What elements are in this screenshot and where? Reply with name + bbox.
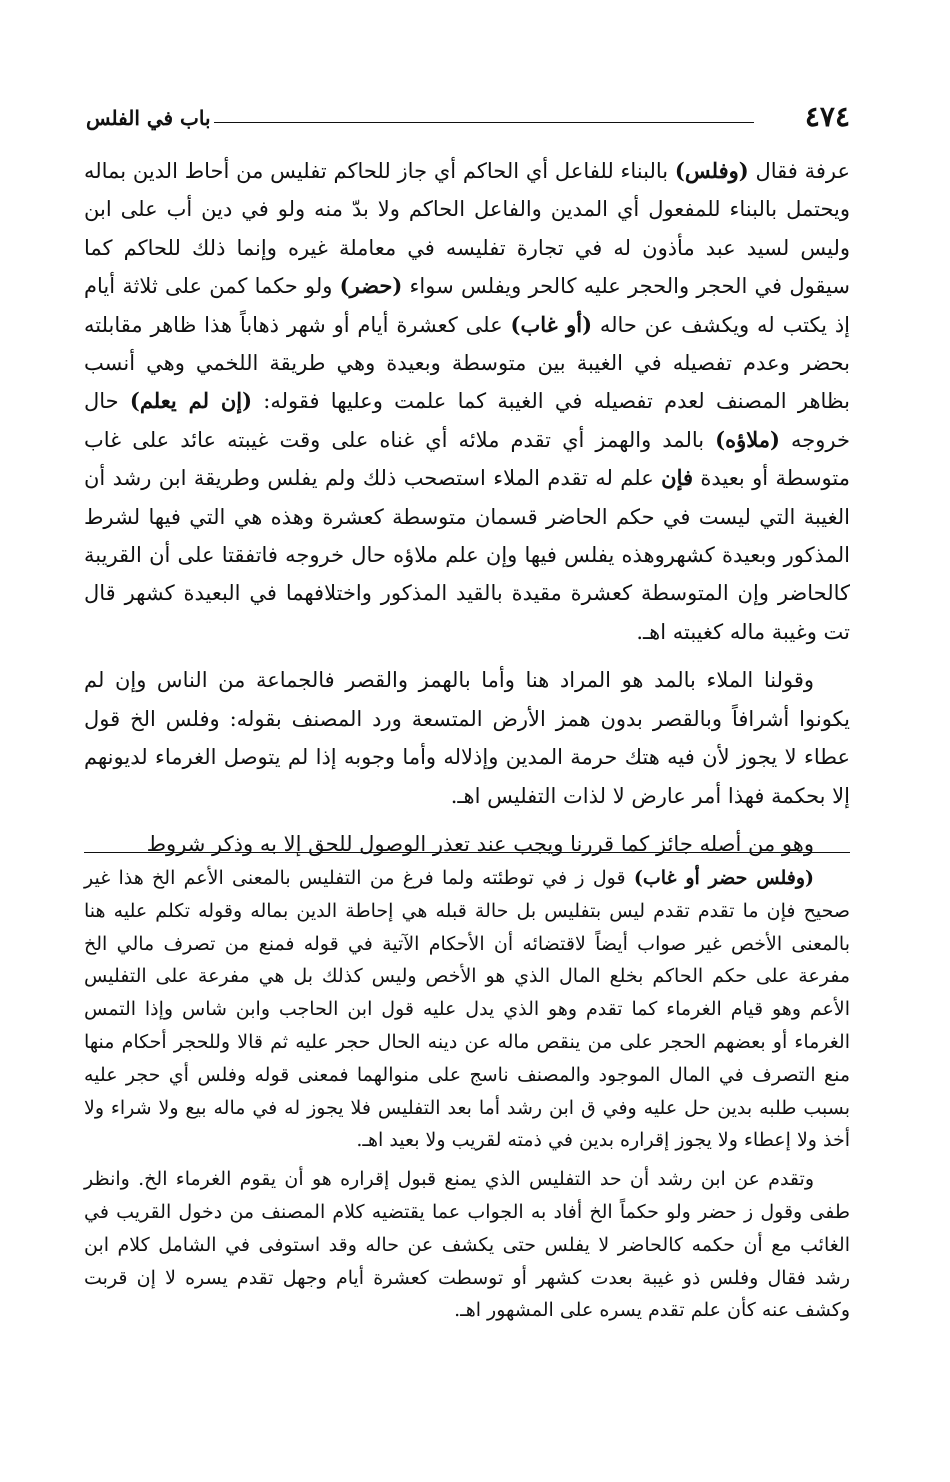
footnote-1 (84, 862, 850, 1157)
matn-term: (إن لم يعلم) (129, 388, 253, 414)
footnote-separator (84, 852, 850, 853)
page-number: ٤٧٤ (804, 100, 850, 133)
text-run: علم له تقدم الملاء استصحب ذلك ولم يفلس وطريقة ابن رشد أن الغيبة التي ليست في حكم الحاضر قسمان متوسطة كعشرة وهذه هي التي فيها لشرط المذكور وبعيدة كشهروهذه يفلس فيها وإن علم ملاؤه حال خروجه فاتفقتا على أن القريبة كالحاضر وإن المتوسطة كعشرة مقيدة بالقيد المذكور واختلافهما في البعيدة كشهر قال تت وغيبة ماله كغيبته اهـ. (84, 466, 850, 644)
text-run: ولو حكما كمن على ثلاثة أيام إذ يكتب له ويكشف عن حاله (84, 274, 851, 337)
footnote-text: قول ز في توطئته ولما فرغ من التفليس بالمعنى الأعم الخ هذا غير صحيح فإن ما تقدم تقدم ليس بتفليس بل حالة قبله هي إحاطة الدين بماله وقوله تكلم عليه هنا بالمعنى الأخص غير صواب أيضاً لاقتضائه أن الأحكام الآتية في قوله فمنع من تصرف مالي الخ مفرعة على حكم الحاكم بخلع المال الذي هو الأخص وليس كذلك بل هي مفرعة على التفليس الأعم وهو قيام الغرماء كما تقدم وهو الذي يدل عليه قول ابن الحاجب وابن شاس وإذا التمس الغرماء أو بعضهم الحجر على من ينقص ماله عن دينه الحال حجر عليه ثم قالا وللحجر أحكام منها منع التصرف في المال الموجود والمصنف ناسج على منوالهما فمعنى قوله وفلس أي حجر عليه بسبب طلبه بدين حل عليه وفي ق ابن رشد أما بعد التفليس فلا يجوز له في ماله بيع ولا شراء ولا أخذ ولا إعطاء ولا يجوز إقراره بدين في ذمته لقريب ولا بعيد اهـ. (84, 867, 850, 1152)
footnote-2: وتقدم عن ابن رشد أن حد التفليس الذي يمنع قبول إقراره هو أن يقوم الغرماء الخ. وانظر طفى وقول ز حضر ولو حكماً الخ أفاد به الجواب عما يقتضيه كلام المصنف من دخول القريب في الغائب مع أن حكمه كالحاضر لا يفلس حتى يكشف عن حاله وقد استوفى في الشامل كلام ابن رشد فقال وفلس ذو غيبة بعدت كشهر أو توسطت كعشرة أيام وجهل تقدم يسره لا إن قربت وكشف عنه كأن علم تقدم يسره على المشهور اهـ. (84, 1168, 850, 1322)
matn-term: فإن (661, 465, 694, 491)
text-run: بالبناء للفاعل أي الحاكم أي جاز للحاكم تفليس من أحاط الدين بماله ويحتمل بالبناء للمفعول أي المدين والفاعل الحاكم ولا بدّ منه ولو في دين أب على ابن وليس لسيد عبد مأذون له في تجارة تفليسه في معاملة غيره وإنما ذلك للحاكم كما سيقول في الحجر والحجر عليه كالحر ويفلس سواء (84, 159, 850, 299)
matn-term: (ملاؤه) (715, 426, 780, 452)
main-paragraph-2: وقولنا الملاء بالمد هو المراد هنا وأما بالهمز والقصر فالجماعة من الناس وإن لم يكونوا أشرافاً وبالقصر بدون همز الأرض المتسعة ورد المصنف بقوله: وفلس الخ قول عطاء لا يجوز لأن فيه هتك حرمة المدين وإذلاله وأما وجوبه إذا لم يتوصل الغرماء لديونهم إلا بحكمة فهذا أمر عارض لا لذات التفليس اهـ. (84, 668, 850, 808)
matn-term: (وفلس) (674, 158, 749, 183)
main-text (84, 152, 850, 873)
text-run: حال خروجه (84, 389, 850, 452)
header-rule (214, 122, 754, 123)
text-run: بالمد والهمز أي تقدم ملائه أي غناه على وقت غيبته عائد على غاب متوسطة أو بعيدة (84, 427, 850, 491)
footnote-lead: (وفلس حضر أو غاب) (633, 867, 814, 889)
page-header (86, 98, 850, 138)
matn-term: (أو غاب) (510, 311, 593, 337)
main-paragraph-1 (84, 152, 850, 651)
footnotes (84, 862, 850, 1333)
text-run: على كعشرة أيام أو شهر ذهاباً هذا ظاهر مقابلته بحضر وعدم تفصيله في الغيبة بين متوسطة وبعيدة وهي طريقة اللخمي وهي أنسب بظاهر المصنف لعدم تفصيله في الغيبة كما علمت وعليها فقوله: (84, 312, 850, 414)
chapter-title: باب في الفلس (86, 106, 211, 130)
main-paragraph-3: وهو من أصله جائز كما قررنا ويجب عند تعذر الوصول للحق إلا به وذكر شروط (146, 831, 814, 856)
text-run: عرفة فقال (748, 159, 850, 183)
matn-term: (حضر) (339, 273, 403, 299)
